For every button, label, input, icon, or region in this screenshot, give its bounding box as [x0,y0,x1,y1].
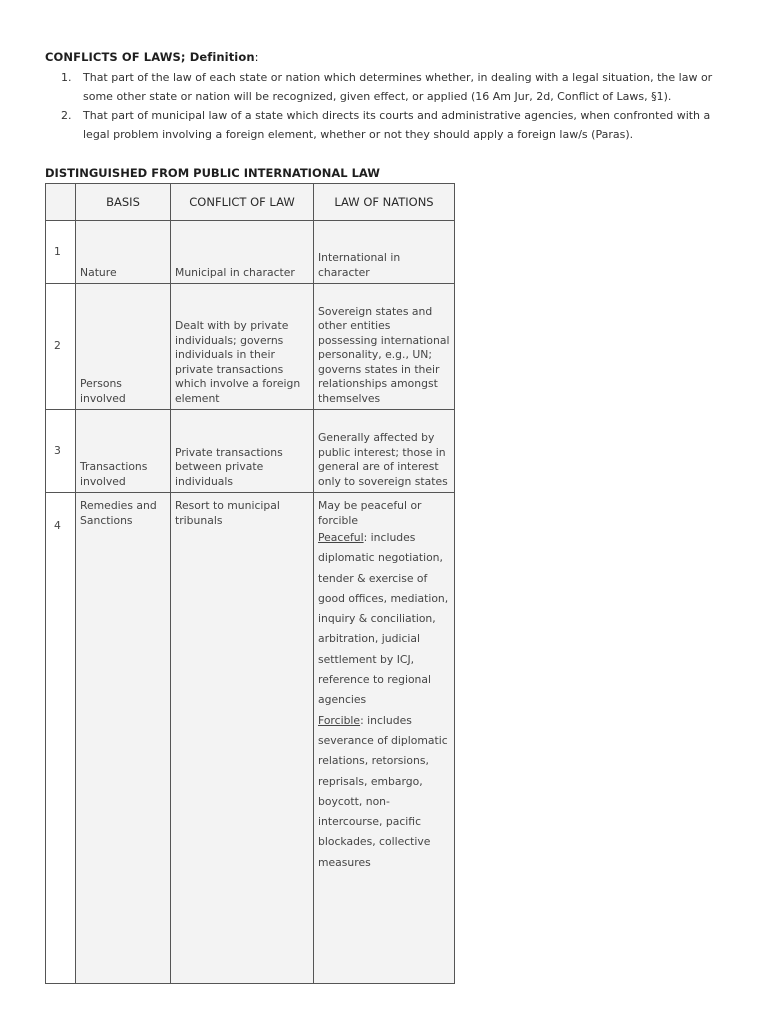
definition-item [45,69,720,106]
header-cell-basis: BASIS [76,184,171,221]
comparison-table [45,183,455,984]
basis-cell: Transactions involved [76,410,171,493]
header-cell-nations: LAW OF NATIONS [314,184,455,221]
definition-number: 2. [61,109,72,123]
conflict-cell: Resort to municipal tribunals [171,493,314,984]
heading-title: CONFLICTS OF LAWS; Definition [45,50,255,64]
nations-intro: May be peaceful or forcible [318,499,422,527]
definition-number: 1. [61,71,72,84]
peaceful-text: : includes diplomatic negotiation, tender & exercise of good offices, mediation, inquiry & conciliation, arbitration, judicial settlement by ICJ, reference to regional agencies [318,531,449,707]
table-row [46,284,455,410]
table-row [46,221,455,284]
row-number: 1 [46,221,76,284]
row-number: 2 [46,284,76,410]
header-cell-conflict: CONFLICT OF LAW [171,184,314,221]
header-cell-num [46,184,76,221]
nations-cell: Generally affected by public interest; those in general are of interest only to sovereign states [314,410,455,493]
row-number: 4 [46,493,76,984]
definition-text: That part of municipal law of a state which directs its courts and administrative agencies, when confronted with a legal problem involving a foreign element, whether or not they should apply a foreign law/s (Paras). [83,109,711,141]
peaceful-label: Peaceful [318,531,364,544]
forcible-text: : includes severance of diplomatic relations, retorsions, reprisals, embargo, boycott, non-intercourse, pacific blockades, collective measures [318,713,448,869]
conflict-cell: Municipal in character [171,221,314,284]
row-number: 3 [46,410,76,493]
basis-cell: Remedies and Sanctions [76,493,171,984]
table-heading: DISTINGUISHED FROM PUBLIC INTERNATIONAL LAW [45,166,380,180]
conflict-cell: Dealt with by private individuals; governs individuals in their private transactions which involve a foreign element [171,284,314,410]
peaceful-block [318,528,450,711]
forcible-block [318,711,450,873]
document-heading [45,50,259,64]
nations-cell: Sovereign states and other entities possessing international personality, e.g., UN; governs states in their relationships amongst themselves [314,284,455,410]
definition-list [45,69,720,145]
conflict-cell: Private transactions between private individuals [171,410,314,493]
nations-cell [314,493,455,984]
table-header-row [46,184,455,221]
nations-cell: International in character [314,221,455,284]
table-row [46,410,455,493]
heading-colon: : [254,50,259,64]
definition-text: That part of the law of each state or nation which determines whether, in dealing with a legal situation, the law or some other state or nation will be recognized, given effect, or applied (16 Am Jur, 2d, Conflict of Laws, §1). [83,71,713,103]
forcible-label: Forcible [318,713,361,727]
basis-cell: Persons involved [76,284,171,410]
basis-cell: Nature [76,221,171,284]
definition-item [45,107,720,144]
table-row [46,493,455,984]
